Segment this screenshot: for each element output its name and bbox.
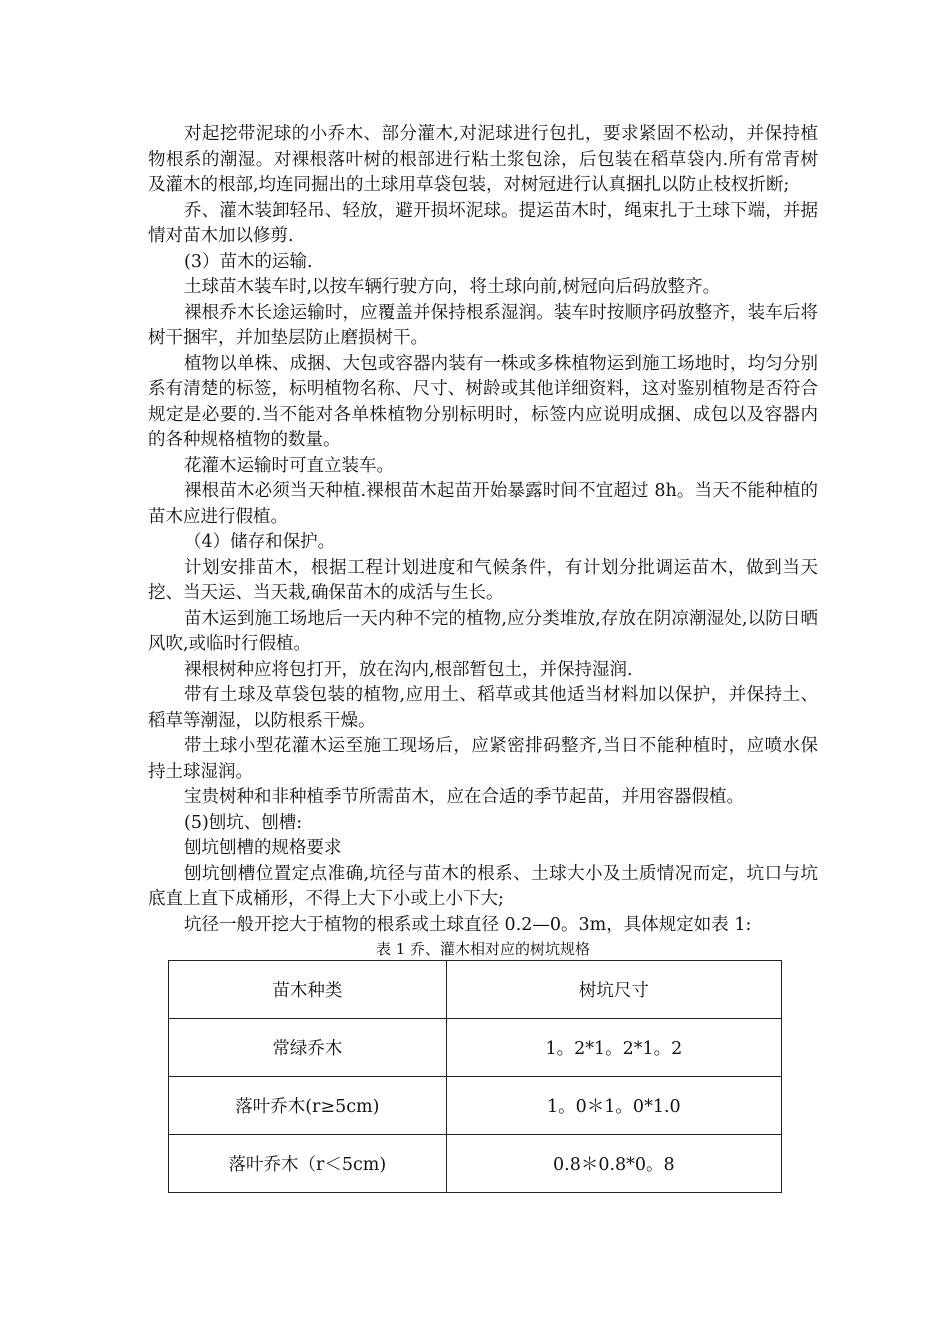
table-header-row	[169, 961, 782, 1019]
paragraph: 刨坑刨槽位置定点准确,坑径与苗木的根系、土球大小及土质情况而定，坑口与坑底直上直下成桶形，不得上大下小或上小下大;	[148, 863, 818, 909]
paragraph: 裸根乔木长途运输时，应覆盖并保持根系湿润。装车时按顺序码放整齐，装车后将树干捆牢，并加垫层防止磨损树干。	[148, 302, 818, 348]
table-cell: 0.8＊0.8*0。8	[446, 1135, 781, 1193]
paragraph: 裸根苗木必须当天种植.裸根苗木起苗开始暴露时间不宜超过 8h。当天不能种植的苗木应进行假植。	[148, 481, 818, 527]
table-cell: 1。0＊1。0*1.0	[446, 1077, 781, 1135]
paragraph: 苗木运到施工场地后一天内种不完的植物,应分类堆放,存放在阴凉潮湿处,以防日晒风吹,或临时行假植。	[148, 608, 818, 654]
section-heading: (5)刨坑、刨槽:	[184, 812, 303, 833]
table-header-cell: 苗木种类	[169, 961, 447, 1019]
table-header-cell: 树坑尺寸	[446, 961, 781, 1019]
paragraph: 带土球小型花灌木运至施工现场后，应紧密排码整齐,当日不能种植时，应喷水保持土球湿润。	[148, 736, 818, 782]
paragraph: 计划安排苗木，根据工程计划进度和气候条件，有计划分批调运苗木，做到当天挖、当天运、当天栽,确保苗木的成活与生长。	[148, 557, 818, 603]
section-heading: (3）苗木的运输.	[184, 251, 313, 272]
table-row	[169, 1135, 782, 1193]
table-cell: 1。2*1。2*1。2	[446, 1019, 781, 1077]
paragraph: 带有土球及草袋包装的植物,应用土、稻草或其他适当材料加以保护，并保持土、稻草等潮湿，以防根系干燥。	[148, 685, 818, 731]
section-heading: （4）储存和保护。	[184, 532, 336, 552]
table-cell: 落叶乔木（r＜5cm)	[169, 1135, 447, 1193]
paragraph: 植物以单株、成捆、大包或容器内装有一株或多株植物运到施工场地时，均匀分别系有清楚的标签，标明植物名称、尺寸、树龄或其他详细资料，这对鉴别植物是否符合规定是必要的.当不能对各单株植物分别标明时，标签内应说明成捆、成包以及容器内的各种规格植物的数量。	[148, 353, 818, 450]
table-cell: 落叶乔木(r≥5cm)	[169, 1077, 447, 1135]
paragraph: 花灌木运输时可直立装车。	[184, 455, 394, 476]
table-row	[169, 1019, 782, 1077]
subheading: 刨坑刨槽的规格要求	[184, 838, 342, 858]
table-cell: 常绿乔木	[169, 1019, 447, 1077]
paragraph: 对起挖带泥球的小乔木、部分灌木,对泥球进行包扎，要求紧固不松动，并保持植物根系的潮湿。对裸根落叶树的根部进行粘土浆包涂，后包装在稻草袋内.所有常青树及灌木的根部,均连同掘出的土球用草袋包装，对树冠进行认真捆扎以防止枝杈折断;	[148, 124, 818, 195]
paragraph: 坑径一般开挖大于植物的根系或土球直径 0.2—0。3m，具体规定如表 1:	[184, 914, 752, 935]
tree-pit-spec-table	[168, 960, 782, 1193]
document-page	[148, 122, 818, 1175]
table-row	[169, 1077, 782, 1135]
table-caption: 表 1 乔、灌木相对应的树坑规格	[375, 940, 591, 958]
paragraph: 宝贵树种和非种植季节所需苗木，应在合适的季节起苗，并用容器假植。	[184, 787, 744, 807]
paragraph: 土球苗木装车时,以按车辆行驶方向，将土球向前,树冠向后码放整齐。	[184, 277, 721, 297]
paragraph: 裸根树种应将包打开，放在沟内,根部暂包土，并保持湿润.	[184, 659, 633, 680]
paragraph: 乔、灌木装卸轻吊、轻放，避开损坏泥球。提运苗木时，绳束扎于土球下端，并据情对苗木加以修剪.	[148, 200, 818, 246]
